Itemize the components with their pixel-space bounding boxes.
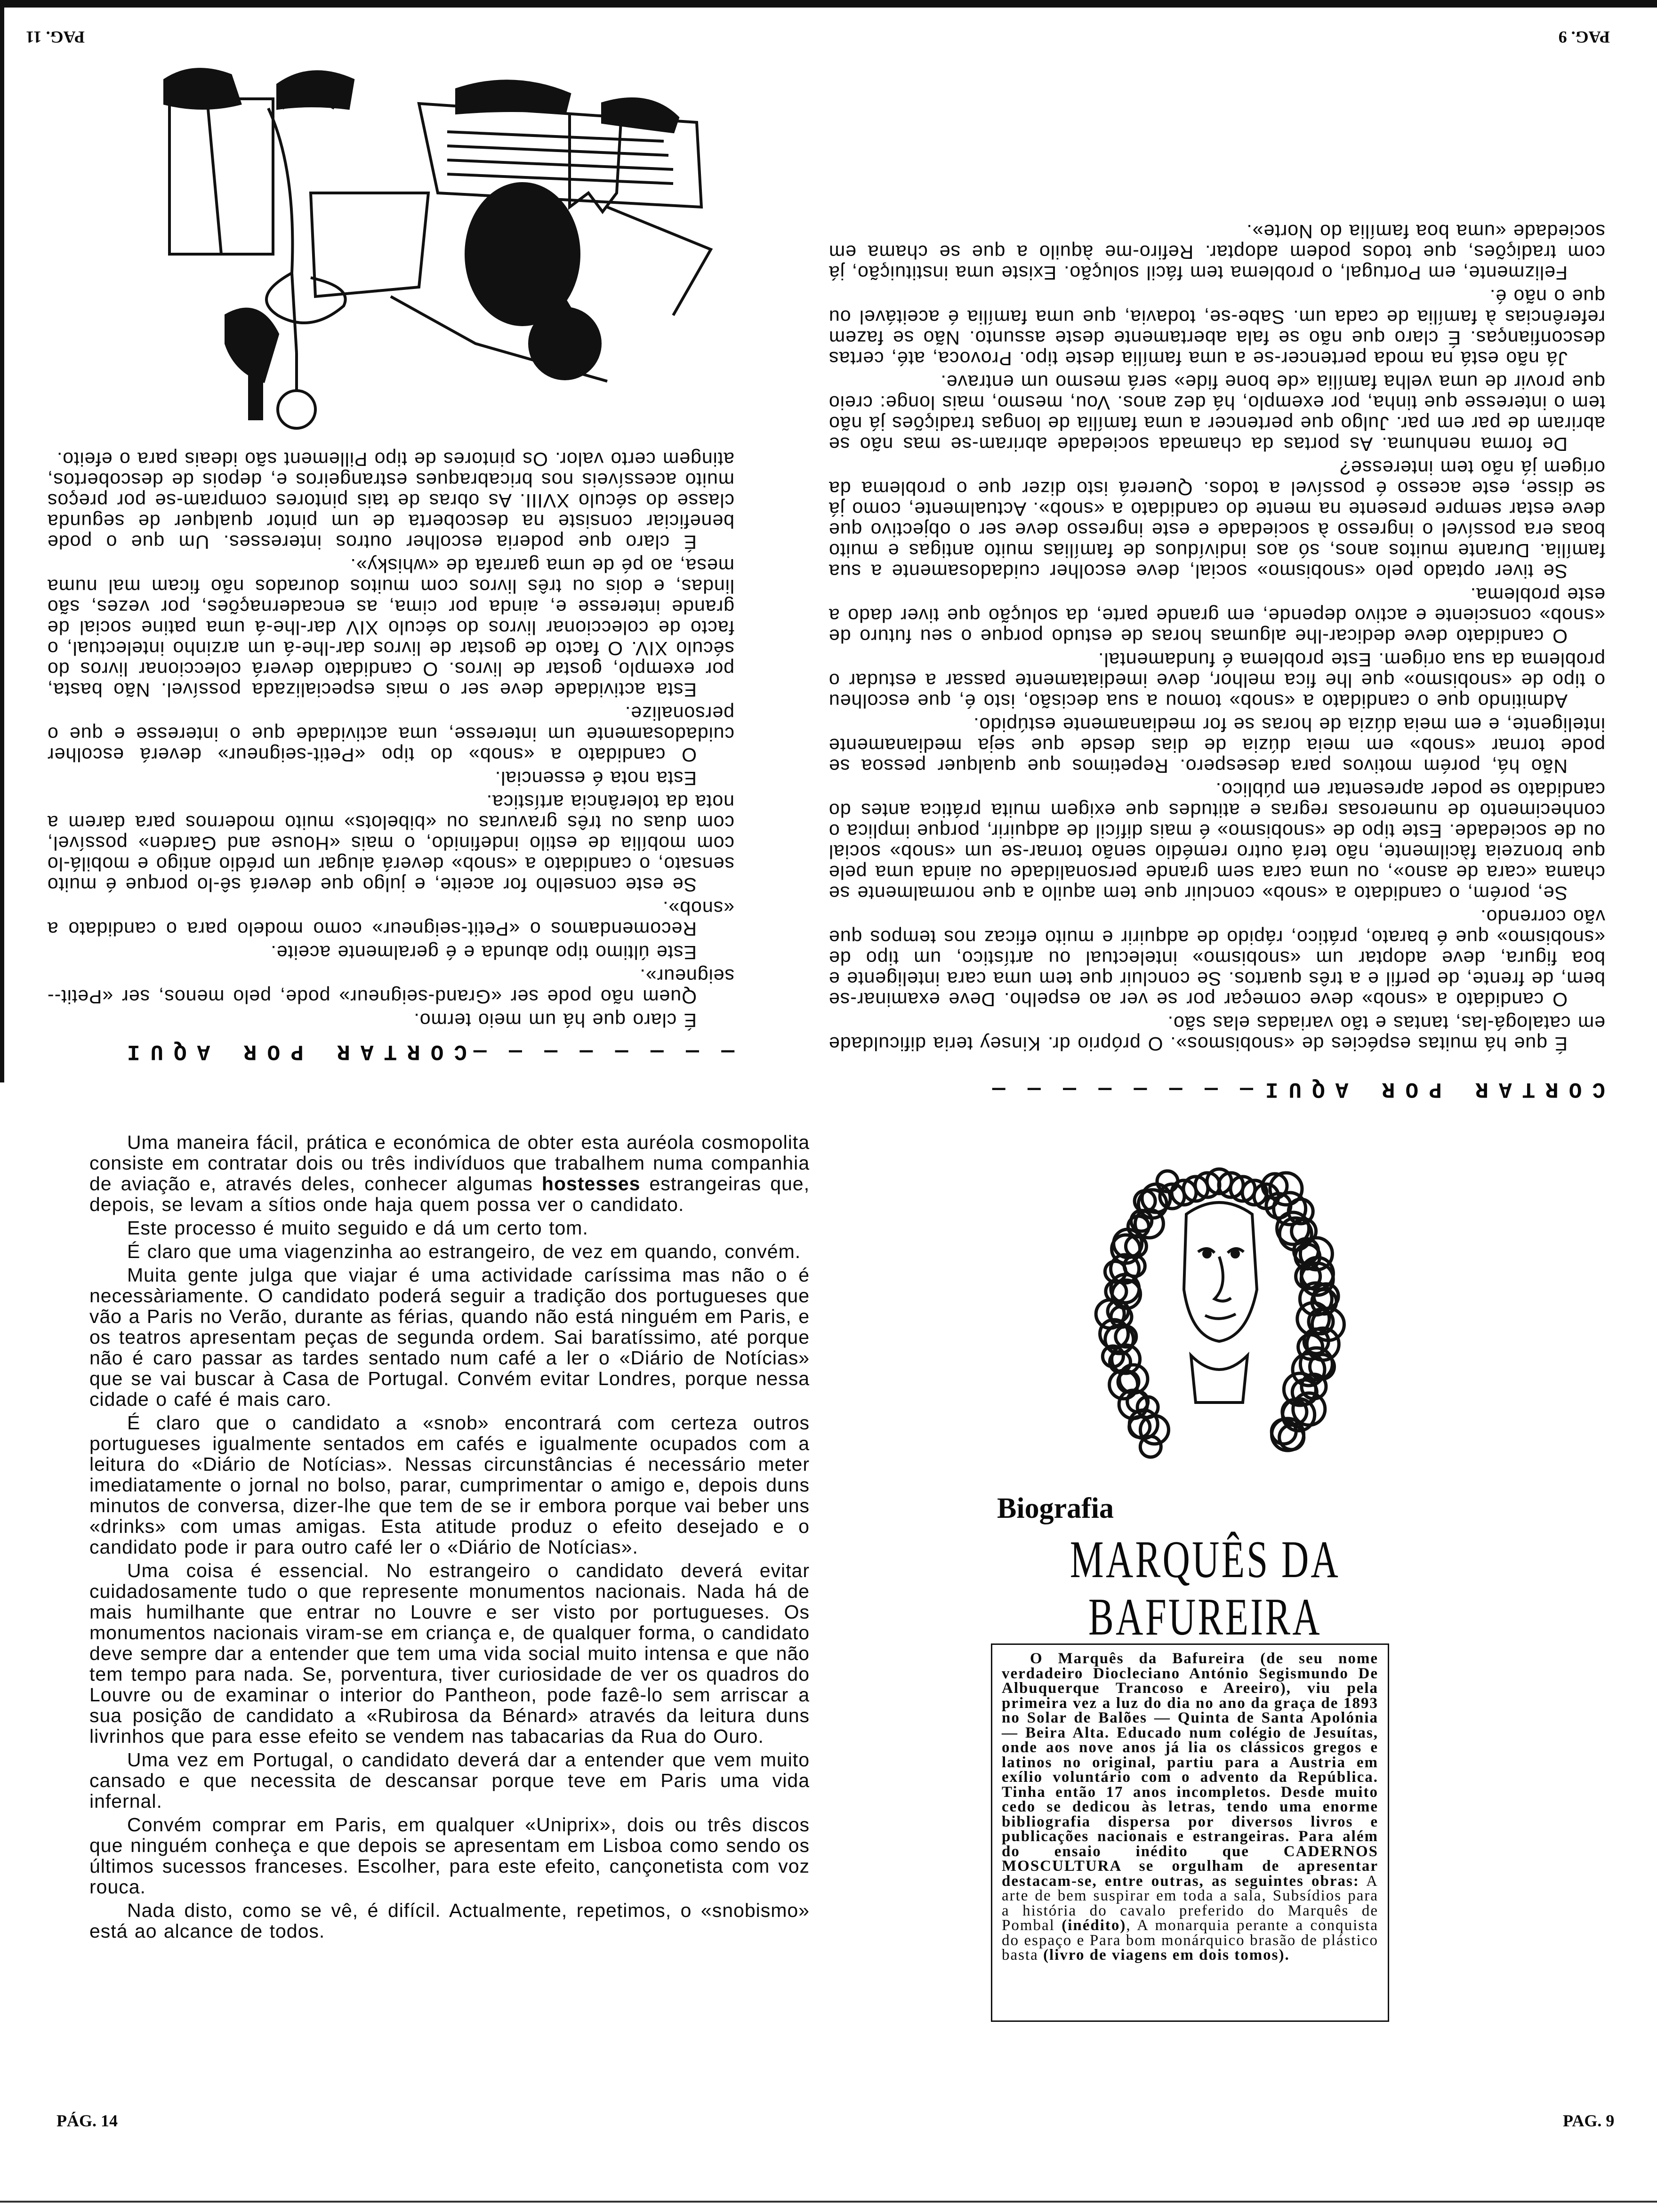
article-paragraph: É claro que poderia escolher outros interesses. Um que o pode beneficiar consiste na descoberta de um pintor qualquer de segunda classe do século XVIII. As obras de tais pintores compram-se por preços muito acessíveis nos bricabraques estrangeiros e, depois de descobertos, atingem certo valor. Os pintores de tipo Pillement são ideais para o efeito. — [47, 449, 734, 553]
article-paragraph: O candidato a «snob» deve começar por se ver ao espelho. Deve examinar-se bem, de frente, de perfil e a três quartos. Se concluir que tem uma cara inteligente e boa figura, deve adoptar um «snobismo» intelectual ou artístico, um tipo de «snobismo» que é barato, prático, rápido de adquirir e muito eficaz nos tempos que vão correndo. — [828, 906, 1605, 1010]
cut-here-label: CORTAR POR AQUI — [116, 1039, 467, 1064]
inverted-article-column-left — [47, 446, 734, 1031]
article-paragraph: É que há muitas espécies de «snobismos». O próprio dr. Kinsey teria dificuldade em catalogá-las, tantas e tão variadas elas são. — [828, 1012, 1605, 1055]
biography-title-line2: BAFUREIRA — [1088, 1588, 1322, 1646]
marques-portrait-caricature — [1078, 1120, 1360, 1459]
page-number: PAG. 9 — [1563, 2111, 1615, 2130]
article-paragraph: Uma coisa é essencial. No estrangeiro o candidato deverá evitar cuidadosamente tudo o que represente monumentos nacionais. Nada há de mais humilhante que entrar no Louvre e ser visto por portugueses. Os monumentos nacionais viram-se em criança e, de qualquer forma, o candidato deve sempre dar a entender que tem uma vida social muito intensa e que não tem tempo para nada. Se, porventura, tiver curiosidade de ver os quadros do Louvre ou de examinar o interior do Pantheon, pode fazê-lo sem arriscar a sua posição de candidato a «Rubirosa da Bénard» através da leitura duns livrinhos que para esse efeito se vendem nas tabacarias da Rua do Ouro. — [89, 1560, 810, 1747]
cut-here-dashes: — — — — — — — — — [987, 1077, 1253, 1101]
text-run: A arte de bem suspirar em toda a sala, Subsídios para a história do cavalo preferido do Marquês de Pombal — [1002, 1872, 1379, 1934]
article-paragraph: Nada disto, como se vê, é difícil. Actualmente, repetimos, o «snobismo» está ao alcance de todos. — [89, 1899, 810, 1942]
article-paragraph: De forma nenhuma. As portas da chamada sociedade abriram-se mas não se abriram de par em par. Julgo que pertencer a uma família de longas tradições já não tem o interesse que tinha, por exemplo, há dez anos. Vou, mesmo, mais longe: creio que provir de uma velha família «de bone fide» será mesmo um entrave. — [828, 371, 1605, 455]
page-number: PAG. 9 — [1558, 28, 1610, 47]
article-paragraph: Se, porém, o candidato a «snob» concluir que tem aquilo a que normalmente se chama «cara de asno», ou uma cara sem grande personalidade ou ainda uma pele que bronzeia fàcilmente, não terá outro remédio senão tornar-se um «snob» social ou de sociedade. Este tipo de «snobismo» é mais difícil de adquirir, porque implica o conhecimento de numerosas regras e atitudes que exigem muita prática antes do candidato se poder apresentar em público. — [828, 779, 1605, 904]
biography-kicker: Biografia — [997, 1492, 1114, 1524]
cut-here-line — [824, 1077, 1605, 1101]
article-paragraph: O candidato a «snob» do tipo «Petit-seigneur» deverá escolher cuidadosamente um interesse, uma actividade que o interesse e que o personalize. — [47, 703, 734, 766]
wig-curl — [1140, 1436, 1161, 1457]
biography-text — [1002, 1651, 1378, 1963]
article-paragraph: Já não está na moda pertencer-se a uma família deste tipo. Provoca, até, certas desconfianças. É claro que não se fala abertamente deste assunto. Não se fazem referências à família de cada um. Sabe-se, todavia, que uma família é aceitável ou que o não é. — [828, 286, 1605, 369]
text-run: estrangeiras que, depois, se levam a sítios onde haja quem possa ver o candidato. — [89, 1173, 810, 1215]
article-column — [89, 1132, 810, 1944]
bold-term: hostesses — [541, 1173, 641, 1194]
article-paragraph: Admitindo que o candidato a «snob» tomou a sua decisão, isto é, que escolheu o tipo de «snobismo» que lhe fica melhor, deve imediatamente passar a estudar o problema da sua origem. Este problema é fundamental. — [828, 649, 1605, 712]
article-paragraph: Este processo é muito seguido e dá um certo tom. — [127, 1217, 588, 1239]
article-paragraph: É claro que uma viagenzinha ao estrangeiro, de vez em quando, convém. — [127, 1241, 801, 1262]
article-paragraph: Convém comprar em Paris, em qualquer «Uniprix», dois ou três discos que ninguém conheça e que depois se apresentam em Lisboa como sendo os últimos sucessos franceses. Escolher, para este efeito, cançonetista com voz rouca. — [89, 1814, 810, 1898]
text-run: , A monarquia perante a conquista do espaço e Para bom monárquico brasão de plástico basta — [1002, 1917, 1379, 1964]
article-paragraph: Não há, porém motivos para desespero. Repetimos que qualquer pessoa se pode tornar «snob» em meia dúzia de dias desde que seja medianamente inteligente, e em meia dúzia de horas se for medianamente estúpido. — [828, 714, 1605, 777]
article-paragraph: É claro que há um meio termo. — [413, 1010, 697, 1031]
collar — [1191, 1355, 1247, 1403]
article-paragraph: Uma vez em Portugal, o candidato deverá dar a entender que vem muito cansado e que necessita de descansar porque teve em Paris uma vida infernal. — [89, 1749, 810, 1812]
article-paragraph — [89, 1132, 810, 1215]
biography-box — [991, 1643, 1389, 2022]
article-paragraph: É claro que o candidato a «snob» encontrará com certeza outros portugueses igualmente sentados em cafés e igualmente ocupados com a leitura do «Diário de Notícias». Nessas circunstâncias é necessário meter imediatamente o jornal no bolso, parar, cumprimentar o amigo e, depois duns minutos de conversa, dizer-lhe que tem de se ir embora porque vai beber uns «drinks» com umas amigas. Esta atitude produz o efeito desejado e o candidato pode ir para outro café ler o «Diário de Notícias». — [89, 1412, 810, 1558]
article-paragraph: Este último tipo abunda e é geralmente aceite. — [270, 942, 697, 963]
article-paragraph: Felizmente, em Portugal, o problema tem fácil solução. Existe uma instituição, já com tradições, que todos podem adoptar. Refiro-me àquilo a que se chama em sociedade «uma boa família do Norte». — [828, 221, 1605, 284]
cut-here-line — [28, 1039, 734, 1064]
cut-here-label: CORTAR POR AQUI — [1255, 1077, 1605, 1101]
bottom-rule — [0, 2201, 1657, 2203]
article-paragraph: Se este conselho for aceite, e julgo que deverá sê-lo porque é muito sensato, o candidato a «snob» deverá alugar um prédio antigo e mobilá-lo com mobília de estilo indefinido, o mais «House and Garden» possível, com duas ou três gravuras ou «bibelots» muito modernos para darem a nota da tolerância artística. — [47, 791, 734, 896]
article-paragraphs — [89, 1218, 810, 1941]
inverted-article-column-right — [828, 218, 1605, 1054]
face — [1184, 1202, 1257, 1341]
article-paragraph: O candidato deve dedicar-lhe algumas horas de estudo porque o seu futuro de «snob» consciente e activo depende, em grande parte, da solução que tiver dado a este problema. — [828, 584, 1605, 647]
text-run: (livro de viagens em dois tomos). — [1043, 1947, 1290, 1964]
article-paragraph: Esta actividade deve ser o mais especializada possível. Não basta, por exemplo, gostar de livros. O candidato deverá coleccionar livros do século XIV. O facto de gostar de livros dar-lhe-á um arzinho intelectual, o facto de coleccionar livros do século XIV dar-lhe-á uma patine social de grande interesse e, ainda por cima, as encadernações, por vezes, são lindas, e dois ou três livros com muitos dourados não ficam mal numa mesa, ao pé de uma garrafa de «whisky». — [47, 555, 734, 701]
article-paragraph: Quem não pode ser «Grand-seigneur» pode, pelo menos, ser «Petit--seigneur». — [47, 965, 734, 1008]
article-paragraph: Se tiver optado pelo «snobismo» social, deve escolher cuidadosamente a sua família. Durante muitos anos, só aos indivíduos de famílias muito antigas e muito boas era possível o ingresso à sociedade e este ingresso deve ser o objectivo que deve estar sempre presente na mente do candidato a «snob». Actualmente, como já se disse, este acesso é possível a todos. Quererá isto dizer que o problema da origem já não tem interesse? — [828, 457, 1605, 582]
text-run: (inédito) — [1062, 1917, 1126, 1934]
biography-title-line1: MARQUÊS DA — [1070, 1531, 1341, 1589]
page-number: PÁG. 14 — [56, 2111, 118, 2130]
cut-here-dashes: — — — — — — — — — [468, 1039, 734, 1064]
text-run: Uma maneira fácil, prática e económica de obter esta auréola cosmopolita consiste em contratar dois ou três indivíduos que trabalhem numa companhia de aviação e, através deles, conhecer algumas — [89, 1131, 810, 1194]
article-paragraph: Muita gente julga que viajar é uma actividade caríssima mas não o é necessàriamente. O candidato poderá seguir a tradição dos portugueses que vão a Paris no Verão, durante as férias, quando não está ninguém em Paris, e os teatros apresentam peças de segunda ordem. Sai baratíssimo, até porque não é caro passar as tardes sentado num café a ler o «Diário de Notícias» que se vai buscar à Casa de Portugal. Convém evitar Londres, porque nessa cidade o café é mais caro. — [89, 1264, 810, 1410]
page-number: PAG. 11 — [25, 28, 85, 47]
article-paragraph: Recomendamos o «Petit-seigneur» como modelo para o candidato a «snob». — [47, 898, 734, 940]
text-run: O Marquês da Bafureira (de seu nome verdadeiro Diocleciano António Segismundo De Albuquerque Trancoso e Areeiro), viu pela primeira vez a luz do dia no ano da graça de 1893 no Solar de Balões — Quinta de Santa Apolónia — Beira Alta. Educado num colégio de Jesuítas, onde aos nove anos já lia os clássicos gregos e latinos no original, partiu para a Austria em exílio voluntário com o advento da República. Tinha então 17 anos incompletos. Desde muito cedo se dedicou às letras, tendo uma enorme bibliografia dispersa por diversos livros e publicações nacionais e estrangeiras. Para além do ensaio inédito que CADERNOS MOSCULTURA se orgulham de apresentar destacam-se, entre outras, as seguintes obras: — [1002, 1650, 1378, 1890]
article-paragraph: Esta nota é essencial. — [494, 768, 697, 789]
